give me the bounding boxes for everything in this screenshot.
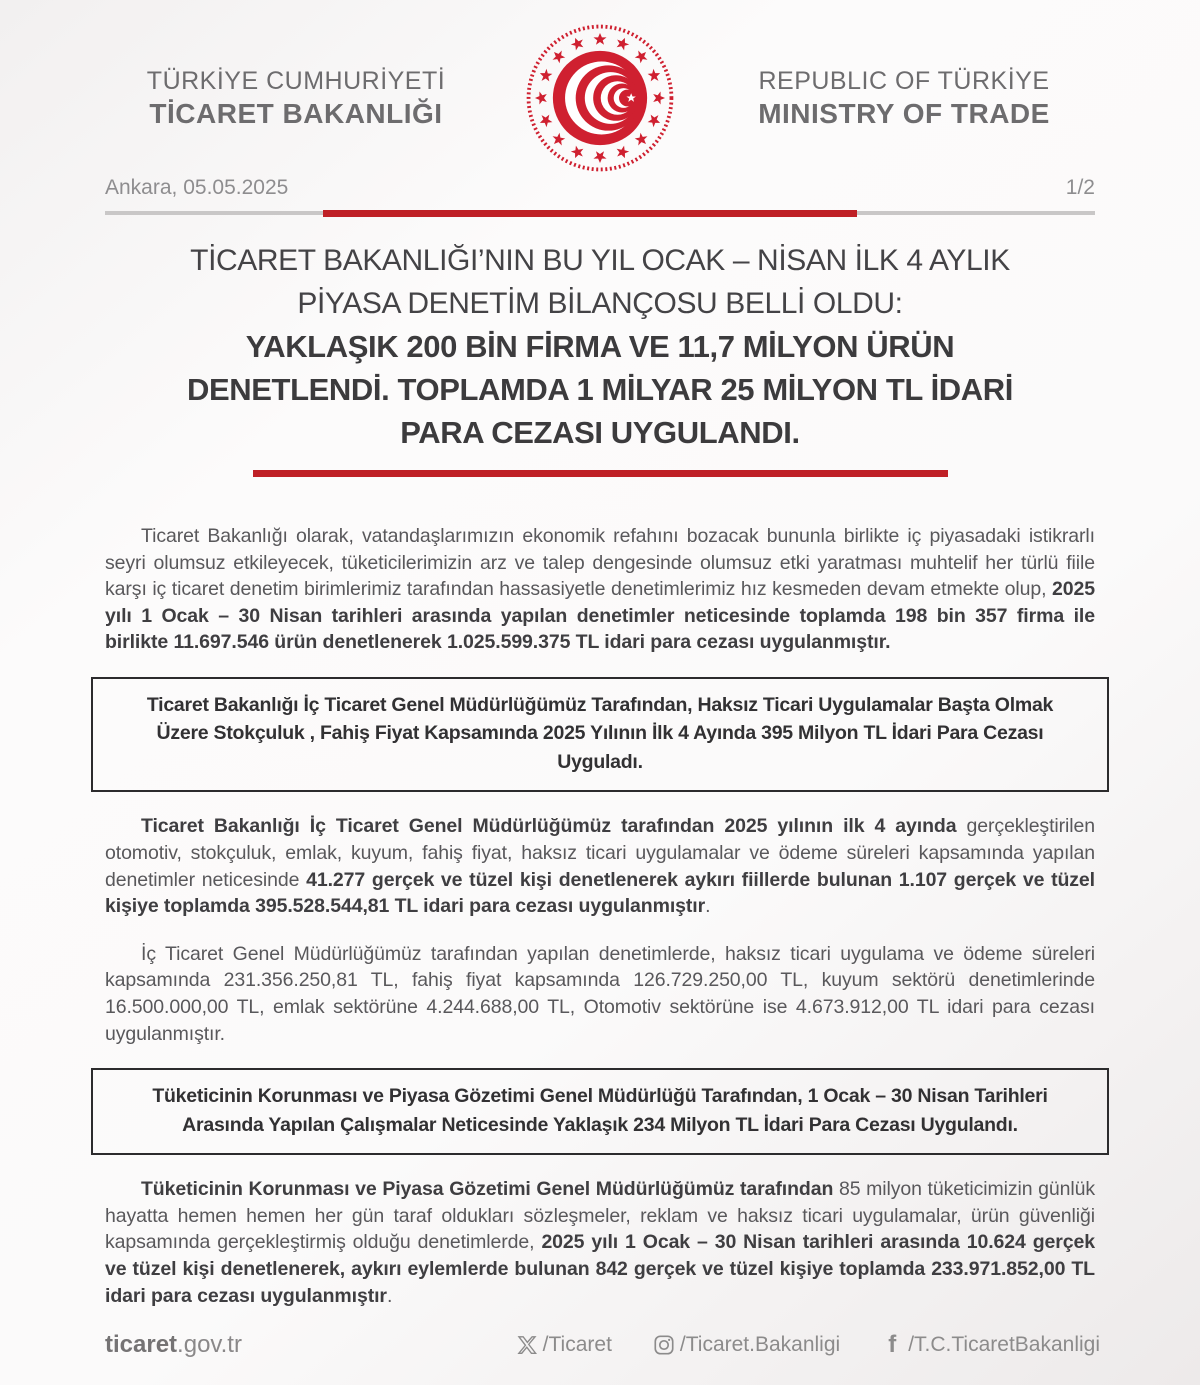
headline-emphasis — [0, 325, 1200, 454]
social-links — [515, 1333, 1100, 1357]
paragraph-consumer-protection-totals — [105, 1176, 1095, 1309]
text-run-bold: Tüketicinin Korunması ve Piyasa Gözetimi Genel Müdürlüğümüz tarafından — [141, 1178, 839, 1201]
instagram-handle: /Ticaret.Bakanligi — [679, 1333, 841, 1356]
headline — [0, 239, 1200, 477]
headline-lead-line: PİYASA DENETİM BİLANÇOSU BELLİ OLDU: — [297, 287, 903, 320]
document-body — [105, 523, 1095, 1309]
text-run-bold: 2025 yılı 1 Ocak – 30 Nisan tarihleri arasında yapılan denetimler neticesinde toplamda 198 bin 357 firma ile birlikte 11.697.546 ürün denetlenerek 1.025.599.375 TL idari para cezası uygulanmıştır. — [105, 578, 1095, 654]
ministry-line-en: MINISTRY OF TRADE — [758, 98, 1050, 129]
republic-line-tr: TÜRKİYE CUMHURİYETİ — [146, 67, 446, 95]
headline-emphasis-line: PARA CEZASI UYGULANDI. — [400, 415, 800, 450]
callout-text: Tüketicinin Korunması ve Piyasa Gözetimi Genel Müdürlüğü Tarafından, 1 Ocak – 30 Nisan Tarihleri Arasında Yapılan Çalışmalar Neticesinde Yaklaşık 234 Milyon TL İdari Para Cezası Uygulandı. — [152, 1085, 1048, 1136]
facebook-link[interactable] — [880, 1333, 1100, 1357]
text-run: . — [705, 895, 711, 918]
text-run: gerçekleştirilen otomotiv, stokçuluk, emlak, kuyum, fahiş fiyat, haksız ticari uygulamalar ve ödeme süreleri kapsamında yapılan denetimler neticesinde — [105, 815, 1095, 891]
instagram-icon — [652, 1333, 676, 1357]
website-bold-part: ticaret — [105, 1331, 178, 1358]
ministry-name-english — [714, 66, 1094, 130]
paragraph-overview — [105, 523, 1095, 656]
headline-lead-line: TİCARET BAKANLIĞI’NIN BU YIL OCAK – NİSAN İLK 4 AYLIK — [190, 244, 1010, 277]
text-run: İç Ticaret Genel Müdürlüğümüz tarafından yapılan denetimlerde, haksız ticari uygulama ve ödeme süreleri kapsamında 231.356.250,81 TL, fahiş fiyat kapsamında 126.729.250,00 TL, kuyum sektörü denetimlerinde 16.500.000,00 TL, emlak sektörüne 4.244.688,00 TL, Otomotiv sektörüne ise 4.673.912,00 TL idari para cezası uygulanmıştır. — [105, 942, 1095, 1045]
facebook-handle: /T.C.TicaretBakanligi — [908, 1333, 1100, 1356]
dateline: Ankara, 05.05.2025 — [105, 176, 289, 199]
instagram-link[interactable] — [652, 1333, 840, 1357]
ministry-of-trade-emblem-icon — [524, 22, 676, 174]
header-rule — [105, 210, 1095, 217]
republic-line-en: REPUBLIC OF TÜRKİYE — [758, 67, 1050, 95]
x-icon — [515, 1333, 539, 1357]
ministry-name-turkish — [106, 66, 486, 130]
text-run: . — [386, 1284, 393, 1307]
website-rest-part: .gov.tr — [177, 1331, 242, 1358]
headline-emphasis-line: YAKLAŞIK 200 BİN FİRMA VE 11,7 MİLYON ÜRÜN — [245, 329, 955, 364]
header-rule-red — [323, 210, 858, 217]
text-run-bold: 2025 yılı 1 Ocak – 30 Nisan tarihleri arasında 10.624 gerçek ve tüzel kişi denetlenerek, aykırı eylemlerde bulunan 842 gerçek ve tüzel kişiye toplamda 233.971.852,00 TL idari para cezası uygulanmıştır — [105, 1231, 1095, 1307]
callout-box-domestic-trade — [91, 677, 1109, 793]
x-handle: /Ticaret — [542, 1333, 612, 1356]
headline-underline — [253, 470, 948, 477]
headline-lead — [0, 239, 1200, 325]
facebook-icon: f — [888, 1331, 897, 1358]
callout-text: Ticaret Bakanlığı İç Ticaret Genel Müdürlüğümüz Tarafından, Haksız Ticari Uygulamalar Başta Olmak Üzere Stokçuluk , Fahiş Fiyat Kapsamında 2025 Yılının İlk 4 Ayında 395 Milyon TL İdari Para Cezası Uyguladı. — [146, 693, 1054, 773]
ministry-line-tr: TİCARET BAKANLIĞI — [149, 98, 443, 129]
text-run-bold: Ticaret Bakanlığı İç Ticaret Genel Müdürlüğümüz tarafından 2025 yılının ilk 4 ayında — [141, 815, 967, 838]
headline-emphasis-line: DENETLENDİ. TOPLAMDA 1 MİLYAR 25 MİLYON TL İDARİ — [187, 372, 1013, 407]
callout-box-consumer-protection — [91, 1068, 1109, 1155]
website-link[interactable] — [105, 1331, 242, 1359]
paragraph-domestic-trade-totals — [105, 813, 1095, 919]
meta-row — [105, 176, 1095, 200]
text-run-bold: 41.277 gerçek ve tüzel kişi denetlenerek aykırı fiillerde bulunan 1.107 gerçek ve tüzel kişiye toplamda 395.528.544,81 TL idari para cezası uygulanmıştır — [105, 868, 1095, 918]
x-link[interactable] — [515, 1333, 612, 1357]
paragraph-sector-breakdown — [105, 941, 1095, 1047]
text-run: Ticaret Bakanlığı olarak, vatandaşlarımızın ekonomik refahını bozacak bununla birlikte iç piyasadaki istikrarlı seyri olumsuz etkileyecek, tüketicilerimizin arz ve talep dengesinde olumsuz etki yaratması muhtelif her türlü fiile karşı iç ticaret denetim birimlerimiz tarafından hassasiyetle denetimlerimiz hız kesmeden devam etmekte olup, — [105, 525, 1095, 601]
document-footer — [105, 1331, 1100, 1359]
document-header — [0, 0, 1200, 174]
page-number: 1/2 — [1065, 176, 1095, 199]
text-run: 85 milyon tüketicimizin günlük hayatta hemen hemen her gün taraf oldukları sözleşmeler, reklam ve haksız ticari uygulamalar, ürün güvenliği kapsamında gerçekleştirmiş olduğu denetimlerde, — [105, 1178, 1095, 1254]
